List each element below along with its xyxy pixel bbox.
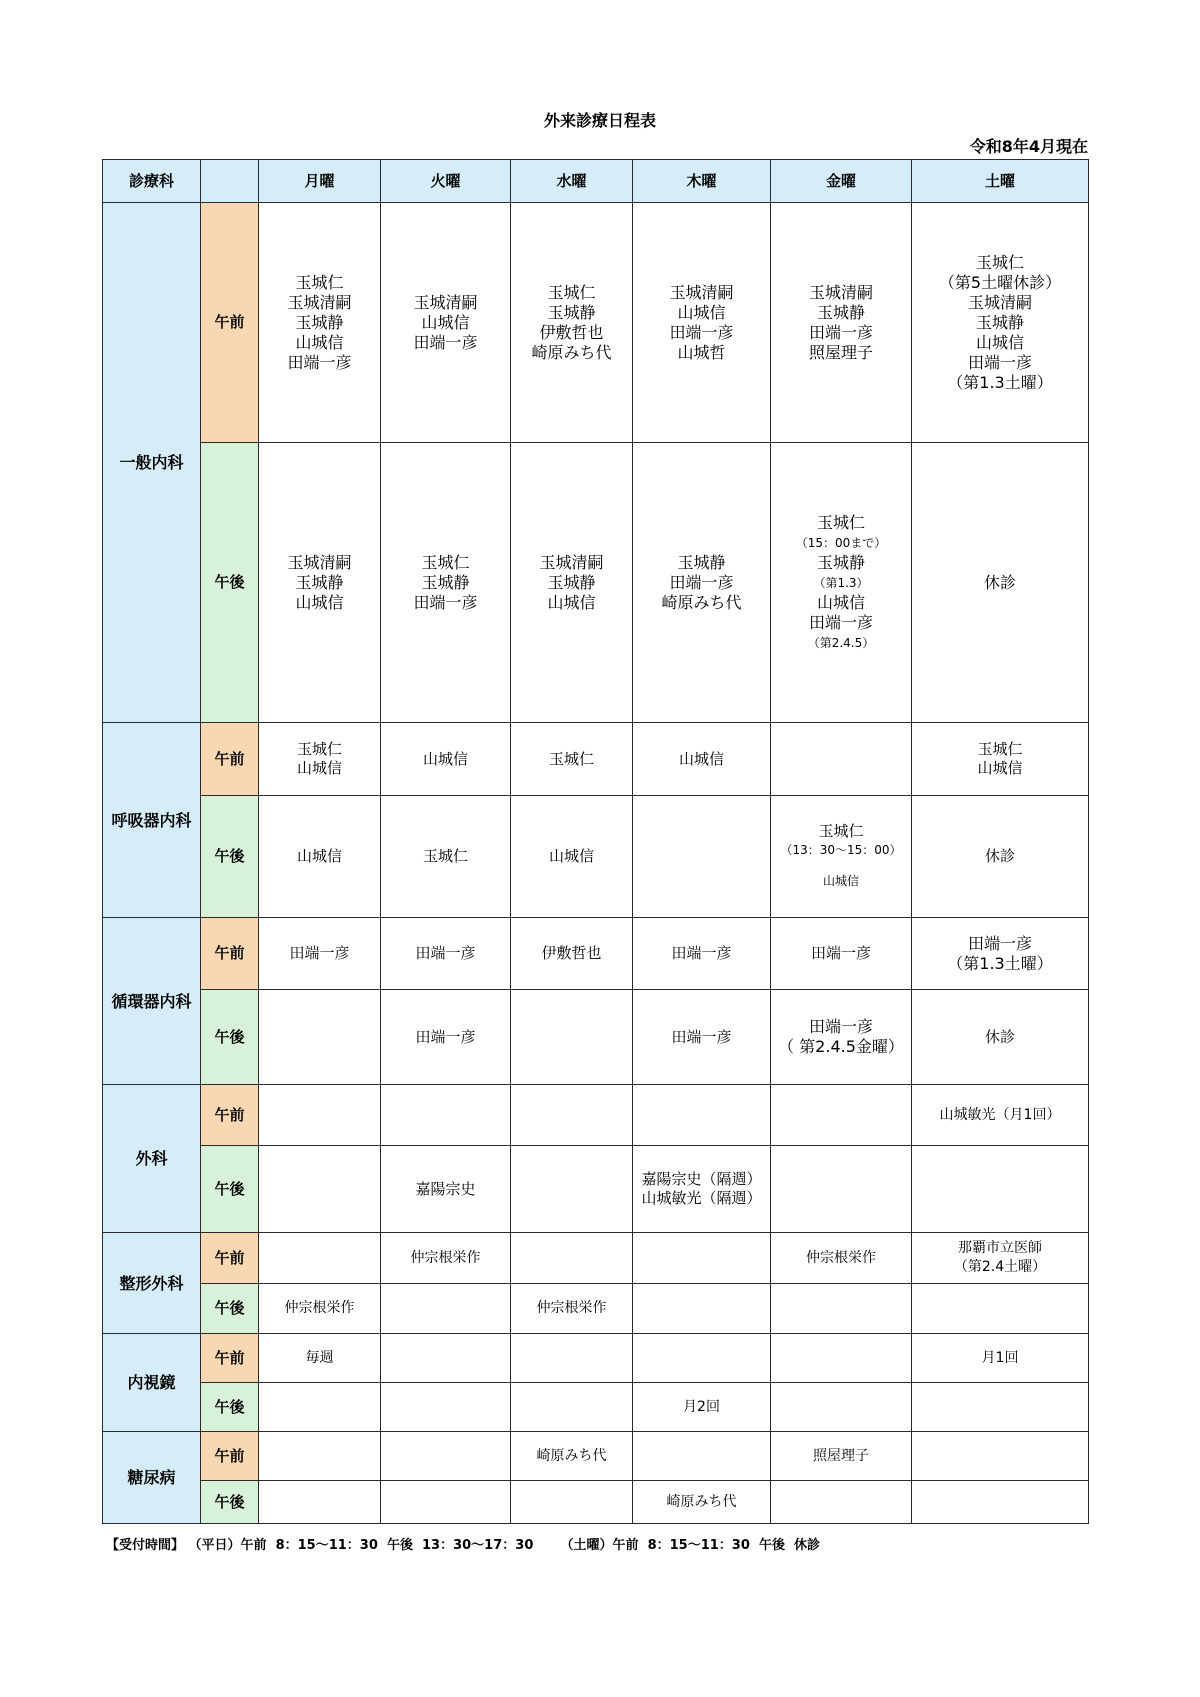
doctor-name: 山城信 bbox=[822, 874, 859, 888]
doctor-name: 玉城仁 bbox=[296, 740, 342, 758]
doctor-name: 田端一彦 bbox=[808, 322, 873, 342]
table-row bbox=[103, 1334, 1089, 1383]
doctor-name: 玉城静 bbox=[547, 302, 596, 322]
dept-name-line: 糖尿病 bbox=[127, 1468, 176, 1487]
doctor-name: 仲宗根栄作 bbox=[410, 1249, 481, 1266]
cell-respiratory-pm-wed bbox=[511, 796, 633, 918]
doctor-name: 山城信 bbox=[296, 847, 342, 865]
cell-orthopedics-pm-thu bbox=[633, 1284, 771, 1334]
doctor-name: 仲宗根栄作 bbox=[536, 1300, 607, 1316]
doctor-name: （ 第2.4.5金曜） bbox=[778, 1037, 904, 1056]
doctor-name: 仲宗根栄作 bbox=[284, 1300, 355, 1316]
cell-respiratory-am-sat bbox=[912, 723, 1089, 796]
doctor-name: （15：00まで） bbox=[795, 535, 887, 550]
cell-surgery-pm-wed bbox=[511, 1146, 633, 1233]
doctor-name: 玉城仁 bbox=[421, 552, 470, 572]
header-period bbox=[201, 160, 259, 203]
period-am: 午前 bbox=[201, 1432, 259, 1481]
doctor-name: 玉城仁 bbox=[975, 252, 1024, 272]
cell-cardiology-pm-thu bbox=[633, 990, 771, 1085]
doctor-name: 休診 bbox=[984, 1027, 1015, 1046]
doctor-name: 田端一彦 bbox=[413, 332, 478, 352]
dept-surgery bbox=[103, 1085, 201, 1233]
doctor-name: 山城信 bbox=[422, 749, 468, 768]
cell-respiratory-pm-thu bbox=[633, 796, 771, 918]
period-am: 午前 bbox=[201, 1334, 259, 1383]
doctor-name: 山城信 bbox=[977, 759, 1023, 777]
doctor-name: 玉城仁 bbox=[547, 282, 596, 302]
cell-cardiology-pm-sat bbox=[912, 990, 1089, 1085]
cell-endoscopy-pm-mon bbox=[259, 1383, 381, 1432]
doctor-name: 玉城清嗣 bbox=[413, 292, 478, 312]
cell-surgery-am-sat bbox=[912, 1085, 1089, 1146]
cell-internal-medicine-pm-tue bbox=[381, 443, 511, 723]
period-pm: 午後 bbox=[201, 1481, 259, 1524]
cell-internal-medicine-am-wed bbox=[511, 203, 633, 443]
doctor-name: 那覇市立医師 bbox=[958, 1240, 1042, 1256]
cell-cardiology-pm-tue bbox=[381, 990, 511, 1085]
header-day-thu: 木曜 bbox=[633, 160, 771, 203]
cell-surgery-pm-thu bbox=[633, 1146, 771, 1233]
doctor-name: 伊敷哲也 bbox=[541, 944, 602, 962]
doctor-name: 田端一彦 bbox=[967, 352, 1032, 372]
doctor-name: 山城信 bbox=[547, 592, 596, 612]
header-row bbox=[103, 160, 1089, 203]
dept-name-line: 整形 bbox=[119, 1273, 152, 1293]
doctor-name: 玉城静 bbox=[421, 572, 470, 592]
table-row bbox=[103, 203, 1089, 443]
period-am: 午前 bbox=[201, 723, 259, 796]
doctor-name: 田端一彦 bbox=[415, 1027, 476, 1046]
dept-orthopedics bbox=[103, 1233, 201, 1334]
cell-surgery-pm-sat bbox=[912, 1146, 1089, 1233]
cell-respiratory-am-thu bbox=[633, 723, 771, 796]
doctor-name: 田端一彦 bbox=[810, 944, 871, 962]
doctor-name: 田端一彦 bbox=[413, 592, 478, 612]
doctor-name: 田端一彦 bbox=[669, 322, 734, 342]
doctor-name: 照屋理子 bbox=[808, 342, 873, 362]
period-pm: 午後 bbox=[201, 1383, 259, 1432]
cell-endoscopy-am-tue bbox=[381, 1334, 511, 1383]
cell-orthopedics-am-tue bbox=[381, 1233, 511, 1284]
cell-internal-medicine-pm-wed bbox=[511, 443, 633, 723]
cell-respiratory-pm-mon bbox=[259, 796, 381, 918]
period-pm: 午後 bbox=[201, 1284, 259, 1334]
dept-name-line: 一般 bbox=[119, 453, 152, 472]
cell-cardiology-pm-mon bbox=[259, 990, 381, 1085]
doctor-name: 玉城静 bbox=[677, 552, 726, 572]
cell-surgery-pm-fri bbox=[771, 1146, 912, 1233]
doctor-name: 休診 bbox=[983, 572, 1016, 592]
dept-endoscopy bbox=[103, 1334, 201, 1432]
table-row bbox=[103, 1432, 1089, 1481]
cell-orthopedics-pm-mon bbox=[259, 1284, 381, 1334]
cell-respiratory-pm-fri bbox=[771, 796, 912, 918]
doctor-name: 玉城清嗣 bbox=[539, 552, 604, 572]
cell-diabetes-am-wed bbox=[511, 1432, 633, 1481]
period-am: 午前 bbox=[201, 1085, 259, 1146]
doctor-name: 田端一彦 bbox=[808, 612, 873, 632]
cell-respiratory-pm-sat bbox=[912, 796, 1089, 918]
cell-endoscopy-am-sat bbox=[912, 1334, 1089, 1383]
doctor-name: 山城信 bbox=[421, 312, 470, 332]
cell-diabetes-pm-sat bbox=[912, 1481, 1089, 1524]
cell-orthopedics-am-mon bbox=[259, 1233, 381, 1284]
dept-name-line: 循環器 bbox=[111, 991, 160, 1011]
cell-internal-medicine-am-tue bbox=[381, 203, 511, 443]
doctor-name: 田端一彦 bbox=[967, 933, 1032, 953]
doctor-name: 玉城清嗣 bbox=[808, 282, 873, 302]
doctor-name: （第1.3土曜） bbox=[947, 372, 1053, 392]
cell-cardiology-am-fri bbox=[771, 918, 912, 990]
doctor-name: 嘉陽宗史 bbox=[415, 1179, 476, 1198]
doctor-name: 山城信 bbox=[816, 592, 865, 612]
schedule-body bbox=[103, 203, 1089, 1524]
doctor-name: （第1.3土曜） bbox=[947, 953, 1053, 973]
doctor-name: 山城哲 bbox=[677, 342, 726, 362]
table-row bbox=[103, 723, 1089, 796]
period-am: 午前 bbox=[201, 1233, 259, 1284]
schedule-table bbox=[102, 159, 1089, 1524]
doctor-name: 山城敏光（隔週） bbox=[641, 1189, 762, 1207]
doctor-name: 玉城仁 bbox=[422, 847, 468, 865]
doctor-name: 田端一彦 bbox=[808, 1017, 873, 1036]
cell-surgery-am-wed bbox=[511, 1085, 633, 1146]
cell-orthopedics-pm-tue bbox=[381, 1284, 511, 1334]
cell-internal-medicine-am-mon bbox=[259, 203, 381, 443]
period-am: 午前 bbox=[201, 203, 259, 443]
header-day-sat: 土曜 bbox=[912, 160, 1089, 203]
cell-respiratory-am-wed bbox=[511, 723, 633, 796]
doctor-name: 玉城静 bbox=[816, 552, 865, 572]
doctor-name: 玉城仁 bbox=[295, 272, 344, 292]
cell-diabetes-pm-mon bbox=[259, 1481, 381, 1524]
doctor-name: 崎原みち代 bbox=[666, 1493, 737, 1510]
doctor-name: 照屋理子 bbox=[813, 1447, 869, 1464]
doctor-name: 玉城静 bbox=[295, 572, 344, 592]
period-pm: 午後 bbox=[201, 796, 259, 918]
doctor-name: 山城信 bbox=[296, 759, 342, 777]
doctor-name: 玉城静 bbox=[295, 312, 344, 332]
dept-diabetes bbox=[103, 1432, 201, 1524]
cell-diabetes-pm-wed bbox=[511, 1481, 633, 1524]
cell-cardiology-am-tue bbox=[381, 918, 511, 990]
header-day-fri: 金曜 bbox=[771, 160, 912, 203]
doctor-name: 玉城仁 bbox=[816, 512, 865, 532]
cell-cardiology-pm-wed bbox=[511, 990, 633, 1085]
cell-endoscopy-pm-thu bbox=[633, 1383, 771, 1432]
cell-orthopedics-am-wed bbox=[511, 1233, 633, 1284]
cell-endoscopy-am-mon bbox=[259, 1334, 381, 1383]
header-dept: 診療科 bbox=[103, 160, 201, 203]
cell-respiratory-am-tue bbox=[381, 723, 511, 796]
cell-cardiology-am-mon bbox=[259, 918, 381, 990]
cell-surgery-am-tue bbox=[381, 1085, 511, 1146]
doctor-name: 山城信 bbox=[295, 592, 344, 612]
doctor-name: 山城信 bbox=[295, 332, 344, 352]
doctor-name: （第2.4.5） bbox=[807, 635, 875, 650]
cell-diabetes-am-fri bbox=[771, 1432, 912, 1481]
doctor-name: 田端一彦 bbox=[671, 944, 732, 962]
dept-cardiology bbox=[103, 918, 201, 1085]
cell-orthopedics-am-fri bbox=[771, 1233, 912, 1284]
doctor-name: （第1.3） bbox=[813, 575, 869, 590]
doctor-name: 嘉陽宗史（隔週） bbox=[641, 1170, 762, 1188]
dept-name-line: 内視鏡 bbox=[127, 1373, 176, 1392]
doctor-name: 崎原みち代 bbox=[536, 1447, 607, 1464]
cell-endoscopy-am-fri bbox=[771, 1334, 912, 1383]
table-row bbox=[103, 1383, 1089, 1432]
cell-orthopedics-pm-wed bbox=[511, 1284, 633, 1334]
cell-internal-medicine-pm-mon bbox=[259, 443, 381, 723]
dept-name-line: 内科 bbox=[159, 991, 192, 1011]
doctor-name: 玉城静 bbox=[975, 312, 1024, 332]
dept-internal-medicine bbox=[103, 203, 201, 723]
cell-diabetes-pm-thu bbox=[633, 1481, 771, 1524]
doctor-name: （第5土曜休診） bbox=[938, 272, 1062, 292]
cell-surgery-pm-mon bbox=[259, 1146, 381, 1233]
doctor-name: 玉城静 bbox=[547, 572, 596, 592]
cell-cardiology-pm-fri bbox=[771, 990, 912, 1085]
doctor-name: 玉城清嗣 bbox=[287, 552, 352, 572]
doctor-name: 山城敏光（月1回） bbox=[939, 1106, 1061, 1123]
doctor-name: 月1回 bbox=[981, 1349, 1019, 1366]
doctor-name: 田端一彦 bbox=[289, 944, 350, 962]
doctor-name: 山城信 bbox=[678, 749, 724, 768]
table-row bbox=[103, 1233, 1089, 1284]
cell-orthopedics-pm-fri bbox=[771, 1284, 912, 1334]
doctor-name: 田端一彦 bbox=[287, 352, 352, 372]
cell-endoscopy-pm-tue bbox=[381, 1383, 511, 1432]
cell-surgery-am-fri bbox=[771, 1085, 912, 1146]
doctor-name: 玉城仁 bbox=[548, 749, 594, 768]
doctor-name: 月2回 bbox=[683, 1398, 720, 1415]
cell-internal-medicine-am-thu bbox=[633, 203, 771, 443]
cell-surgery-pm-tue bbox=[381, 1146, 511, 1233]
cell-internal-medicine-pm-sat bbox=[912, 443, 1089, 723]
doctor-name: 山城信 bbox=[677, 302, 726, 322]
doctor-name: 山城信 bbox=[548, 847, 594, 865]
cell-endoscopy-pm-wed bbox=[511, 1383, 633, 1432]
cell-respiratory-am-fri bbox=[771, 723, 912, 796]
cell-internal-medicine-am-sat bbox=[912, 203, 1089, 443]
doctor-name: 玉城清嗣 bbox=[287, 292, 352, 312]
cell-diabetes-am-sat bbox=[912, 1432, 1089, 1481]
dept-name-line: 内科 bbox=[151, 453, 184, 472]
period-am: 午前 bbox=[201, 918, 259, 990]
doctor-name: 田端一彦 bbox=[415, 944, 476, 962]
cell-respiratory-pm-tue bbox=[381, 796, 511, 918]
doctor-name: 玉城静 bbox=[816, 302, 865, 322]
doctor-name: 毎週 bbox=[305, 1349, 334, 1366]
cell-internal-medicine-pm-thu bbox=[633, 443, 771, 723]
dept-name-line: 外科 bbox=[135, 1149, 168, 1168]
reception-hours: 【受付時間】 （平日）午前 8：15～11：30 午後 13：30～17：30 （土曜）午前 8：15～11：30 午後 休診 bbox=[106, 1538, 820, 1553]
table-row bbox=[103, 1085, 1089, 1146]
table-row bbox=[103, 1481, 1089, 1524]
header-day-mon: 月曜 bbox=[259, 160, 381, 203]
period-pm: 午後 bbox=[201, 443, 259, 723]
cell-cardiology-am-thu bbox=[633, 918, 771, 990]
dept-name-line: 内科 bbox=[159, 810, 192, 830]
as-of-date: 令和8年4月現在 bbox=[969, 137, 1088, 156]
table-row bbox=[103, 796, 1089, 918]
doctor-name: （13：30～15：00） bbox=[780, 843, 902, 857]
cell-endoscopy-am-thu bbox=[633, 1334, 771, 1383]
doctor-name: 玉城仁 bbox=[977, 740, 1023, 758]
table-row bbox=[103, 1146, 1089, 1233]
cell-respiratory-am-mon bbox=[259, 723, 381, 796]
page-title: 外来診療日程表 bbox=[543, 111, 656, 130]
doctor-name: 玉城清嗣 bbox=[967, 292, 1032, 312]
cell-orthopedics-pm-sat bbox=[912, 1284, 1089, 1334]
cell-endoscopy-pm-sat bbox=[912, 1383, 1089, 1432]
period-pm: 午後 bbox=[201, 1146, 259, 1233]
doctor-name: 伊敷哲也 bbox=[539, 322, 604, 342]
cell-diabetes-am-mon bbox=[259, 1432, 381, 1481]
cell-endoscopy-pm-fri bbox=[771, 1383, 912, 1432]
cell-surgery-am-mon bbox=[259, 1085, 381, 1146]
cell-diabetes-pm-tue bbox=[381, 1481, 511, 1524]
cell-diabetes-am-thu bbox=[633, 1432, 771, 1481]
cell-orthopedics-am-sat bbox=[912, 1233, 1089, 1284]
doctor-name: 田端一彦 bbox=[671, 1027, 732, 1046]
header-day-wed: 水曜 bbox=[511, 160, 633, 203]
cell-surgery-am-thu bbox=[633, 1085, 771, 1146]
cell-cardiology-am-wed bbox=[511, 918, 633, 990]
table-row bbox=[103, 1284, 1089, 1334]
table-row bbox=[103, 918, 1089, 990]
period-pm: 午後 bbox=[201, 990, 259, 1085]
header-day-tue: 火曜 bbox=[381, 160, 511, 203]
table-row bbox=[103, 443, 1089, 723]
doctor-name: （第2.4土曜） bbox=[953, 1259, 1047, 1275]
doctor-name: 田端一彦 bbox=[669, 572, 734, 592]
doctor-name: 休診 bbox=[984, 847, 1015, 865]
cell-cardiology-am-sat bbox=[912, 918, 1089, 990]
dept-respiratory bbox=[103, 723, 201, 918]
cell-endoscopy-am-wed bbox=[511, 1334, 633, 1383]
dept-name-line: 呼吸器 bbox=[111, 810, 160, 830]
doctor-name: 仲宗根栄作 bbox=[806, 1249, 876, 1266]
table-row bbox=[103, 990, 1089, 1085]
cell-orthopedics-am-thu bbox=[633, 1233, 771, 1284]
doctor-name: 玉城清嗣 bbox=[669, 282, 734, 302]
cell-internal-medicine-pm-fri bbox=[771, 443, 912, 723]
doctor-name: 崎原みち代 bbox=[531, 342, 612, 362]
doctor-name: 崎原みち代 bbox=[661, 592, 742, 612]
cell-diabetes-am-tue bbox=[381, 1432, 511, 1481]
cell-internal-medicine-am-fri bbox=[771, 203, 912, 443]
doctor-name: 山城信 bbox=[975, 332, 1024, 352]
dept-name-line: 外科 bbox=[151, 1273, 184, 1293]
cell-diabetes-pm-fri bbox=[771, 1481, 912, 1524]
doctor-name bbox=[773, 860, 909, 872]
doctor-name: 玉城仁 bbox=[818, 822, 864, 840]
